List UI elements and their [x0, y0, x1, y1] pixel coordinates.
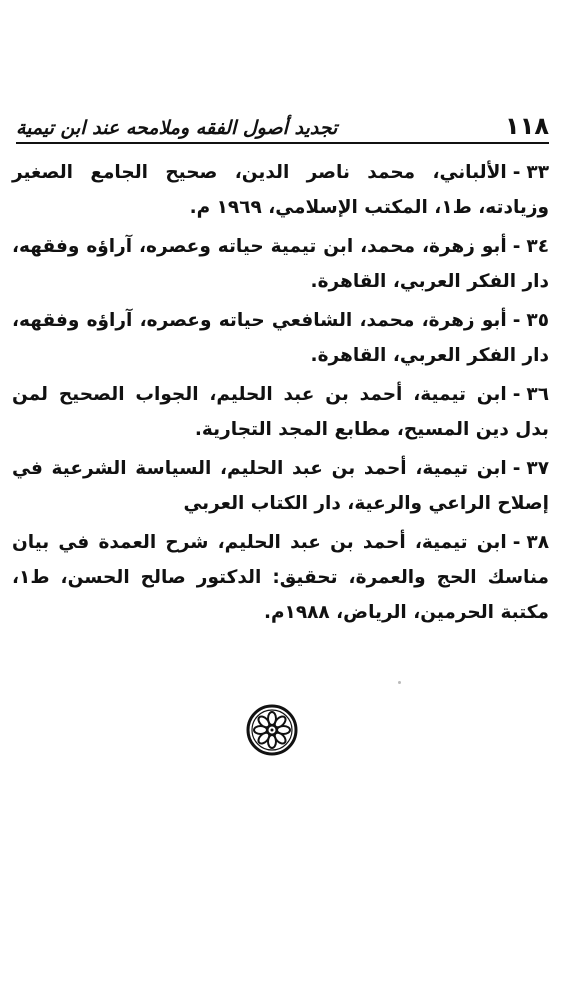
reference-item: [12, 155, 549, 225]
reference-item: [12, 377, 549, 447]
reference-number: ٣٧: [526, 458, 549, 479]
reference-item: [12, 451, 549, 521]
print-speck: [398, 681, 401, 684]
reference-text: أبو زهرة، محمد، ابن تيمية حياته وعصره، آراؤه وفقهه، دار الفكر العربي، القاهرة.: [12, 236, 549, 292]
reference-number: ٣٤: [526, 236, 549, 257]
reference-dash: -: [512, 310, 521, 331]
reference-text: الألباني، محمد ناصر الدين، صحيح الجامع الصغير وزيادته، ط١، المكتب الإسلامي، ١٩٦٩ م.: [12, 162, 549, 218]
reference-number: ٣٥: [526, 310, 549, 331]
page-header: [16, 100, 549, 144]
reference-text: ابن تيمية، أحمد بن عبد الحليم، شرح العمدة في بيان مناسك الحج والعمرة، تحقيق: الدكتور صالح الحسن، ط١، مكتبة الحرمين، الرياض، ١٩٨٨م.: [12, 532, 549, 623]
reference-number: ٣٦: [526, 384, 549, 405]
reference-number: ٣٨: [526, 532, 549, 553]
reference-item: [12, 229, 549, 299]
reference-dash: -: [512, 236, 521, 257]
reference-dash: -: [512, 384, 521, 405]
reference-dash: -: [512, 162, 521, 183]
reference-dash: -: [512, 532, 521, 553]
reference-item: [12, 303, 549, 373]
rosette-ornament-icon: [246, 704, 298, 756]
page-number: ١١٨: [505, 112, 549, 140]
running-title: تجديد أصول الفقه وملامحه عند ابن تيمية: [16, 117, 338, 139]
reference-text: أبو زهرة، محمد، الشافعي حياته وعصره، آراؤه وفقهه، دار الفكر العربي، القاهرة.: [12, 310, 549, 366]
reference-text: ابن تيمية، أحمد بن عبد الحليم، السياسة الشرعية في إصلاح الراعي والرعية، دار الكتاب العربي: [12, 458, 549, 514]
reference-number: ٣٣: [526, 162, 549, 183]
reference-text: ابن تيمية، أحمد بن عبد الحليم، الجواب الصحيح لمن بدل دين المسيح، مطابع المجد التجارية.: [12, 384, 549, 440]
reference-list: [12, 155, 549, 634]
reference-item: [12, 525, 549, 630]
reference-dash: -: [512, 458, 521, 479]
